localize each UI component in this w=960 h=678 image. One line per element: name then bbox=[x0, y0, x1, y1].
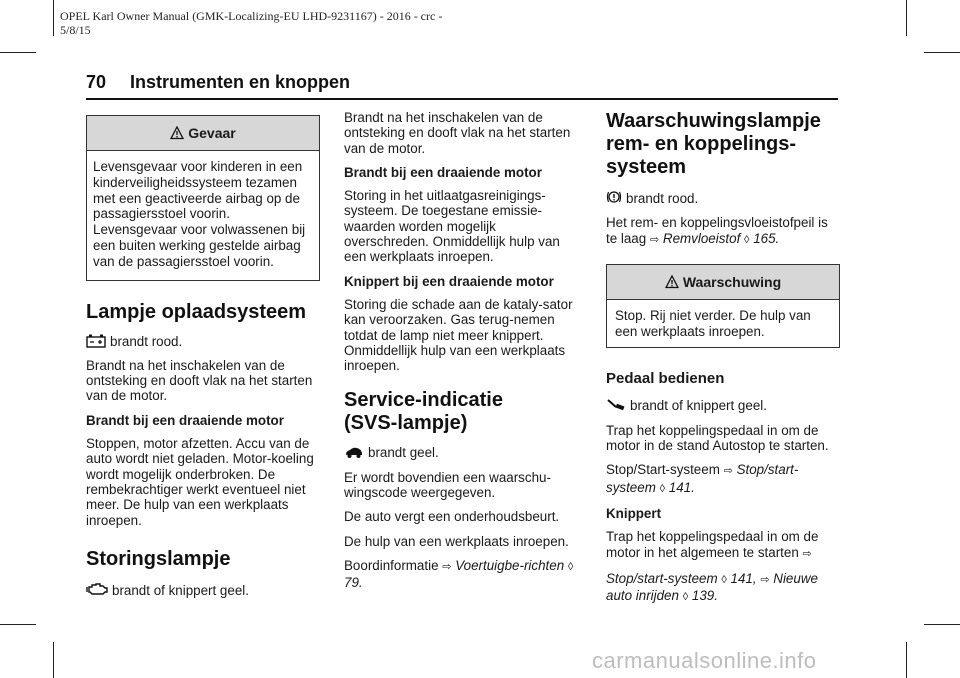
pedal-p3-text: Trap het koppelingspedaal in om de motor in het algemeen te starten bbox=[606, 529, 819, 560]
brake-heading-line-2: rem- en koppelings- bbox=[606, 133, 797, 155]
stop-start-link[interactable]: Stop/start-systeem bbox=[606, 462, 799, 495]
engine-icon bbox=[86, 581, 108, 597]
pedal-status bbox=[606, 398, 840, 413]
vehicle-messages-page[interactable]: 79. bbox=[344, 575, 363, 591]
brake-heading-line-1: Waarschuwingslampje bbox=[606, 110, 821, 132]
running-head bbox=[86, 72, 350, 93]
new-car-running-in-link[interactable]: Nieuwe auto inrijden bbox=[606, 570, 818, 604]
charging-status bbox=[86, 334, 320, 349]
battery-icon bbox=[86, 334, 106, 348]
page-ref-icon: ◊ bbox=[659, 482, 666, 495]
arrow-icon: ⇨ bbox=[760, 573, 770, 586]
document-meta-header bbox=[60, 9, 520, 37]
malfunction-paragraph-1: Brandt na het inschakelen van de ontsteking en dooft vlak na het starten van de motor. bbox=[344, 110, 571, 156]
arrow-icon: ⇨ bbox=[649, 233, 660, 246]
pedal-paragraph-4 bbox=[606, 571, 840, 606]
header-rule bbox=[86, 98, 838, 100]
column-1 bbox=[86, 110, 320, 607]
warning-triangle-icon bbox=[170, 126, 184, 140]
arrow-icon: ⇨ bbox=[802, 547, 812, 560]
charging-subheading: Brandt bij een draaiende motor bbox=[86, 412, 284, 428]
brake-fluid-link[interactable]: Remvloeistof bbox=[662, 230, 741, 246]
malfunction-subheading-1: Brandt bij een draaiende motor bbox=[344, 164, 542, 180]
charging-paragraph-1: Brandt na het inschakelen van de ontsteking en dooft vlak na het starten van de motor. bbox=[86, 357, 313, 404]
pedal-paragraph-3 bbox=[606, 529, 840, 562]
meta-line-1: OPEL Karl Owner Manual (GMK-Localizing-EU LHD-9231167) - 2016 - crc - bbox=[60, 9, 443, 23]
brake-heading bbox=[606, 110, 840, 179]
pedal-subheading: Knippert bbox=[606, 505, 662, 521]
pedal-heading: Pedaal bedienen bbox=[606, 370, 725, 388]
service-heading-line-1: Service-indicatie bbox=[344, 389, 503, 412]
service-heading bbox=[344, 389, 580, 435]
arrow-icon: ⇨ bbox=[442, 560, 452, 573]
crop-mark bbox=[924, 624, 960, 625]
page-ref-icon: ◊ bbox=[567, 560, 574, 573]
brake-fluid-page[interactable]: 165. bbox=[753, 230, 780, 246]
chapter-title: Instrumenten en knoppen bbox=[130, 72, 351, 92]
brake-status-text: brandt rood. bbox=[626, 191, 699, 206]
meta-line-2: 5/8/15 bbox=[60, 23, 91, 37]
malfunction-subheading-2: Knippert bij een draaiende motor bbox=[344, 273, 554, 289]
malfunction-paragraph-2: Storing in het uitlaatgasreinigings-systeem. De toegestane emissie-waarden worden mogelijk overschreden. Onmiddellijk hulp van een werkplaats inroepen. bbox=[344, 188, 560, 265]
service-status bbox=[344, 445, 580, 460]
watermark: carmanualsonline.info bbox=[592, 648, 817, 673]
brake-p1-text: Het rem- en koppelingsvloeistofpeil is te laag bbox=[606, 215, 828, 246]
pedal-paragraph-1: Trap het koppelingspedaal in om de motor in de stand Autostop te starten. bbox=[606, 422, 829, 454]
crop-mark bbox=[0, 52, 36, 53]
brake-status bbox=[606, 189, 840, 206]
pedal-paragraph-2 bbox=[606, 462, 840, 497]
brake-paragraph-1 bbox=[606, 215, 840, 248]
malfunction-paragraph-3: Storing die schade aan de kataly-sator kan veroorzaken. Gas terug-nemen totdat de lamp niet meer knippert. Onmiddellijk hulp van een werkplaats inroepen. bbox=[344, 296, 573, 374]
danger-box-title: Gevaar bbox=[188, 125, 236, 141]
brake-heading-line-3: systeem bbox=[606, 156, 687, 178]
crop-mark bbox=[906, 642, 907, 678]
crop-mark bbox=[0, 624, 36, 625]
service-paragraph-1: Er wordt bovendien een waarschu-wingscode weergegeven. bbox=[344, 469, 551, 501]
crop-mark bbox=[906, 0, 907, 36]
warning-box-title: Waarschuwing bbox=[682, 273, 782, 290]
crop-mark bbox=[924, 52, 960, 53]
warning-box-body: Stop. Rij niet verder. De hulp van een werkplaats inroepen. bbox=[615, 307, 811, 339]
stop-start-page[interactable]: 141. bbox=[668, 479, 695, 495]
brake-warning-icon bbox=[606, 189, 622, 205]
danger-box-header bbox=[87, 116, 319, 151]
stop-start-link-2[interactable]: Stop/start-systeem bbox=[606, 570, 718, 586]
warning-box-header bbox=[607, 265, 839, 300]
pedal-p2-text: Stop/Start-systeem bbox=[606, 462, 720, 478]
danger-box bbox=[86, 115, 320, 281]
charging-heading: Lampje oplaadsysteem bbox=[86, 300, 307, 323]
danger-box-body: Levensgevaar voor kinderen in een kinderveiligheidssysteem tezamen met een geactiveerde airbag op de passagiersstoel voorin. Levensgevaar voor volwassenen bij een buiten werking gestelde airbag van de passagiersstoel voorin. bbox=[93, 159, 306, 269]
service-heading-line-2: (SVS-lampje) bbox=[344, 412, 468, 435]
page-number: 70 bbox=[86, 72, 107, 92]
warning-triangle-icon bbox=[665, 275, 679, 289]
charging-paragraph-2: Stoppen, motor afzetten. Accu van de auto wordt niet geladen. Motor-koeling wordt mogelijk onderbroken. De rembekrachtiger werkt eventueel niet meer. De hulp van een werkplaats inroepen. bbox=[86, 436, 314, 528]
warning-box bbox=[606, 264, 840, 349]
page-ref-icon: ◊ bbox=[744, 233, 750, 246]
service-status-text: brandt geel. bbox=[368, 445, 439, 461]
malfunction-heading: Storingslampje bbox=[86, 547, 231, 570]
service-paragraph-2: De auto vergt een onderhoudsbeurt. bbox=[344, 509, 560, 525]
crop-mark bbox=[53, 0, 54, 36]
stop-start-page-2[interactable]: 141, bbox=[730, 570, 757, 586]
charging-status-text: brandt rood. bbox=[110, 333, 183, 349]
service-car-icon bbox=[344, 446, 364, 459]
service-paragraph-3: De hulp van een werkplaats inroepen. bbox=[344, 533, 569, 549]
service-p4-text: Boordinformatie bbox=[344, 557, 439, 573]
malfunction-status bbox=[86, 581, 320, 598]
malfunction-status-text: brandt of knippert geel. bbox=[112, 582, 249, 598]
page-ref-icon: ◊ bbox=[721, 573, 727, 586]
service-paragraph-4 bbox=[344, 558, 580, 591]
clutch-pedal-icon bbox=[606, 398, 626, 412]
new-car-running-in-page[interactable]: 139. bbox=[691, 588, 718, 604]
vehicle-messages-link[interactable]: Voertuigbe-richten bbox=[455, 557, 565, 573]
column-3 bbox=[606, 110, 840, 614]
column-2 bbox=[344, 110, 580, 600]
crop-mark bbox=[53, 642, 54, 678]
page-ref-icon: ◊ bbox=[682, 591, 689, 604]
arrow-icon: ⇨ bbox=[723, 465, 733, 478]
pedal-status-text: brandt of knippert geel. bbox=[630, 398, 767, 414]
